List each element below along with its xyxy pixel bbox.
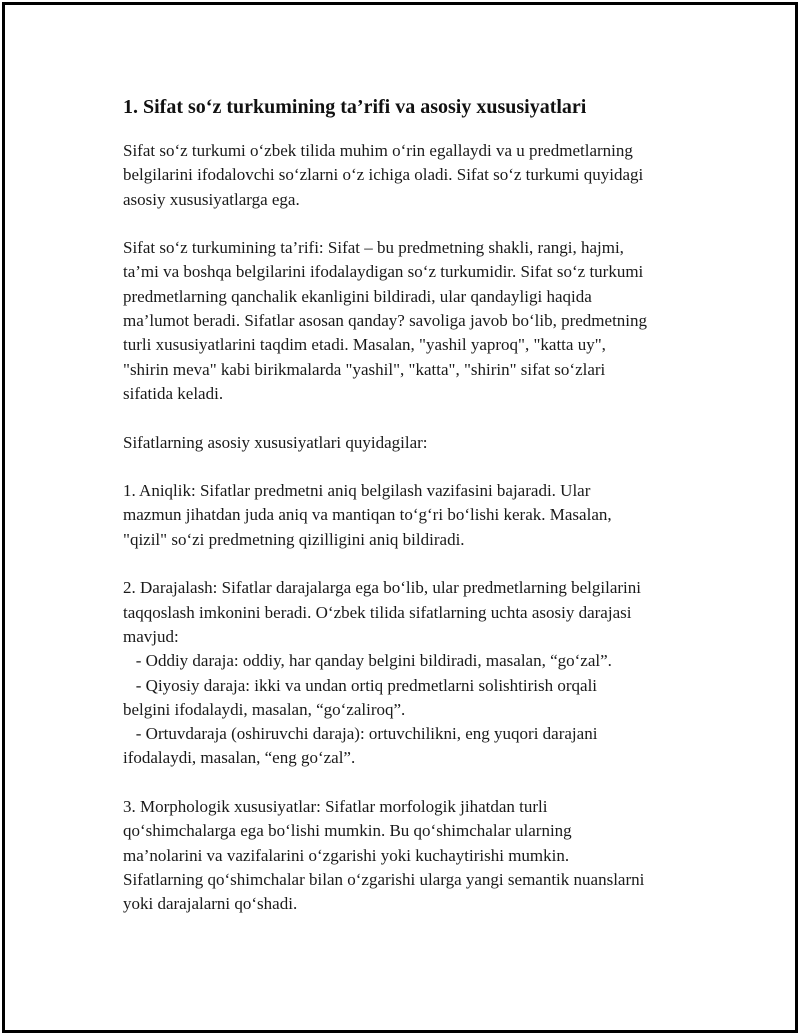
property-degrees-paragraph: 2. Darajalash: Sifatlar darajalarga ega bo‘lib, ular predmetlarning belgilarini taqqoslash imkonini beradi. O‘zbek tilida sifatlarning uchta asosiy darajasi mavjud: - Oddiy daraja: oddiy, har qanday belgini bildiradi, masalan, “go‘zal”. - Qiyosiy daraja: ikki va undan ortiq predmetlarni solishtirish orqali belgini ifodalaydi, masalan, “go‘zaliroq”. - Ortuvdaraja (oshiruvchi daraja): ortuvchilikni, eng yuqori darajani ifodalaydi, masalan, “eng go‘zal”. <box>123 578 641 768</box>
property-precision-paragraph: 1. Aniqlik: Sifatlar predmetni aniq belgilash vazifasini bajaradi. Ular mazmun jihatdan juda aniq va mantiqan to‘g‘ri bo‘lishi kerak. Masalan, "qizil" so‘zi predmetning qizilligini aniq bildiradi. <box>123 481 612 549</box>
page-frame <box>2 2 798 1033</box>
paragraph-gap <box>123 212 713 236</box>
definition-paragraph: Sifat so‘z turkumining ta’rifi: Sifat – bu predmetning shakli, rangi, hajmi, ta’mi va boshqa belgilarini ifodalaydigan so‘z turkumidir. Sifat so‘z turkumi predmetlarning qanchalik ekanligini bildiradi, ular qandayligi haqida ma’lumot beradi. Sifatlar asosan qanday? savoliga javob bo‘lib, predmetning turli xususiyatlarini taqdim etadi. Masalan, "yashil yaproq", "katta uy", "shirin meva" kabi birikmalarda "yashil", "katta", "shirin" sifat so‘zlari sifatida keladi. <box>123 238 648 403</box>
paragraph-gap <box>123 406 713 430</box>
intro-paragraph: Sifat so‘z turkumi o‘zbek tilida muhim o‘rin egallaydi va u predmetlarning belgilarini ifodalovchi so‘zlarni o‘z ichiga oladi. Sifat so‘z turkumi quyidagi asosiy xususiyatlarga ega. <box>123 141 644 209</box>
property-morphology-paragraph: 3. Morphologik xususiyatlar: Sifatlar morfologik jihatdan turli qo‘shimchalarga ega bo‘lishi mumkin. Bu qo‘shimchalar ularning ma’nolarini va vazifalarini o‘zgarishi yoki kuchaytirishi mumkin. Sifatlarning qo‘shimchalar bilan o‘zgarishi ularga yangi semantik nuanslarni yoki darajalarni qo‘shadi. <box>123 797 645 914</box>
paragraph-gap <box>123 771 713 795</box>
paragraph-gap <box>123 455 713 479</box>
paragraph-gap <box>123 552 713 576</box>
properties-intro-paragraph: Sifatlarning asosiy xususiyatlari quyidagilar: <box>123 432 428 452</box>
section-heading: 1. Sifat so‘z turkumining ta’rifi va asosiy xususiyatlari <box>123 96 587 118</box>
document-body <box>123 93 713 917</box>
